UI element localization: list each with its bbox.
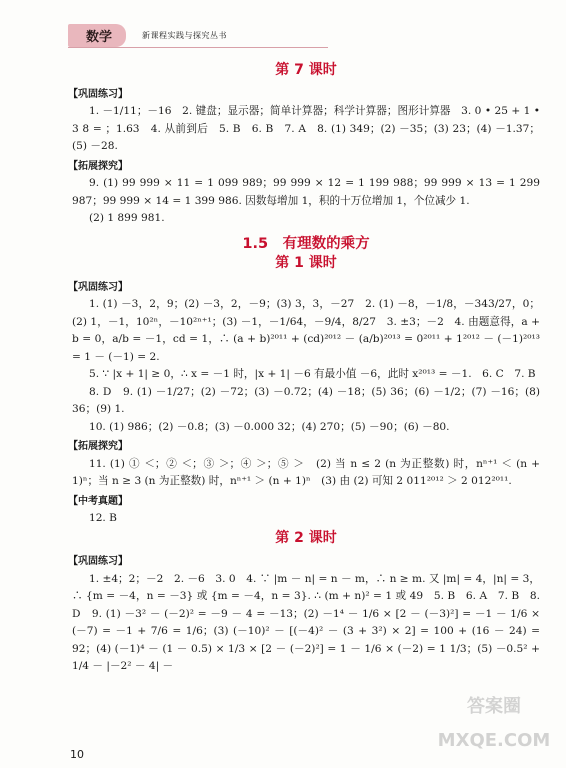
subsection-label: 【巩固练习】 <box>68 556 128 567</box>
answer-content <box>68 60 540 676</box>
subsection-label: 【巩固练习】 <box>68 281 128 293</box>
answer-paragraph: 11. (1) ① ＜；② ＜；③ ＞；④ ＞；⑤ ＞ (2) 当 n ≤ 2 (n 为正整数) 时，nⁿ⁺¹ ＜ (n + 1)ⁿ；当 n ≥ 3 (n 为正整数) 时，nⁿ⁺¹ ＞ (n + 1)ⁿ (3) 由 (2) 可知 2 011²⁰¹² ＞ 2 012²⁰¹¹. <box>72 457 540 487</box>
answer-paragraph: 9. (1) 99 999 × 11 = 1 099 989；99 999 × 12 = 1 199 988；99 999 × 13 = 1 299 987；99 999 × 14 = 1 399 986. 因数每增加 1，积的十万位增加 1，个位减少 1. <box>72 177 540 207</box>
answer-paragraph: 1. (1) －3，2，9；(2) －3，2，－9；(3) 3，3，－27 2. (1) －8，－1/8，－343/27，0；(2) 1，－1，10²ⁿ，－10²ⁿ⁺¹；(3) －1，－1/64，－9/4，8/27 3. ±3；－2 4. 由题意得，a + b = 0，a/b = －1，cd = 1，∴ (a + b)²⁰¹¹ + (cd)²⁰¹² － (a/b)²⁰¹³ = 0²⁰¹¹ + 1²⁰¹² － (－1)²⁰¹³ = 1 － (－1) = 2. <box>72 298 540 363</box>
answer-paragraph: 1. －1/11；－16 2. 键盘；显示器；简单计算器；科学计算器；图形计算器 3. 0 • 25 + 1 • 3 8 = ；1.63 4. 从前到后 5. B 6. B 7. A 8. (1) 349；(2) －35；(3) 23；(4) －1.37；(5) －28. <box>72 105 540 152</box>
answer-paragraph: 12. B <box>88 512 117 524</box>
lesson-title: 第 2 课时 <box>275 529 337 546</box>
lesson-title: 第 1 课时 <box>275 255 337 271</box>
lesson-title: 第 7 课时 <box>275 62 337 78</box>
answer-paragraph: 8. D 9. (1) －1/27；(2) －72；(3) －0.72；(4) －18；(5) 36；(6) －1/2；(7) －16；(8) 36；(9) 1. <box>72 385 540 415</box>
subject-tab: 数学 <box>68 24 126 47</box>
page-header <box>68 24 227 46</box>
series-title: 新课程实践与探究丛书 <box>142 30 228 40</box>
answer-paragraph: 10. (1) 986；(2) －0.8；(3) －0.000 32；(4) 270；(5) －90；(6) －80. <box>88 420 450 433</box>
page-number: 10 <box>70 748 84 761</box>
watermark-logo: 答案圈 MXQE.COM <box>437 696 551 751</box>
subsection-label: 【中考真题】 <box>68 495 128 507</box>
answer-paragraph: (2) 1 899 981. <box>88 212 165 224</box>
section-title: 1.5 有理数的乘方 <box>242 235 370 252</box>
answer-paragraph: 5. ∵ |x + 1| ≥ 0，∴ x = －1 时，|x + 1| －6 有最小值 －6，此时 x²⁰¹³ = －1. 6. C 7. B <box>88 368 536 380</box>
subsection-label: 【拓展探究】 <box>68 441 128 452</box>
answer-paragraph: 1. ±4；2；－2 2. －6 3. 0 4. ∵ |m － n| = n － m，∴ n ≥ m. 又 |m| = 4，|n| = 3，∴ {m = －4，n = －3} 或 {m = －4，n = 3}. ∴ (m + n)² = 1 或 49 5. B 6. A 7. B 8. D 9. (1) －3² － (－2)² = －9 － 4 = －13；(2) －1⁴ － 1/6 × [2 － (－3)²] = －1 － 1/6 × (－7) = －1 + 7/6 = 1/6；(3) (－10)² － [(－4)² － (3 + 3²) × 2] = 100 + (16 － 24) = 92；(4) (－1)⁴ － (1 － 0.5) × 1/3 × [2 － (－2)²] = 1 － 1/6 × (－2) = 1 1/3；(5) －0.5² + 1/4 － |－2² － 4| － <box>72 572 540 672</box>
header-rule <box>68 47 328 48</box>
subsection-label: 【拓展探究】 <box>68 160 128 172</box>
subsection-label: 【巩固练习】 <box>68 88 128 100</box>
